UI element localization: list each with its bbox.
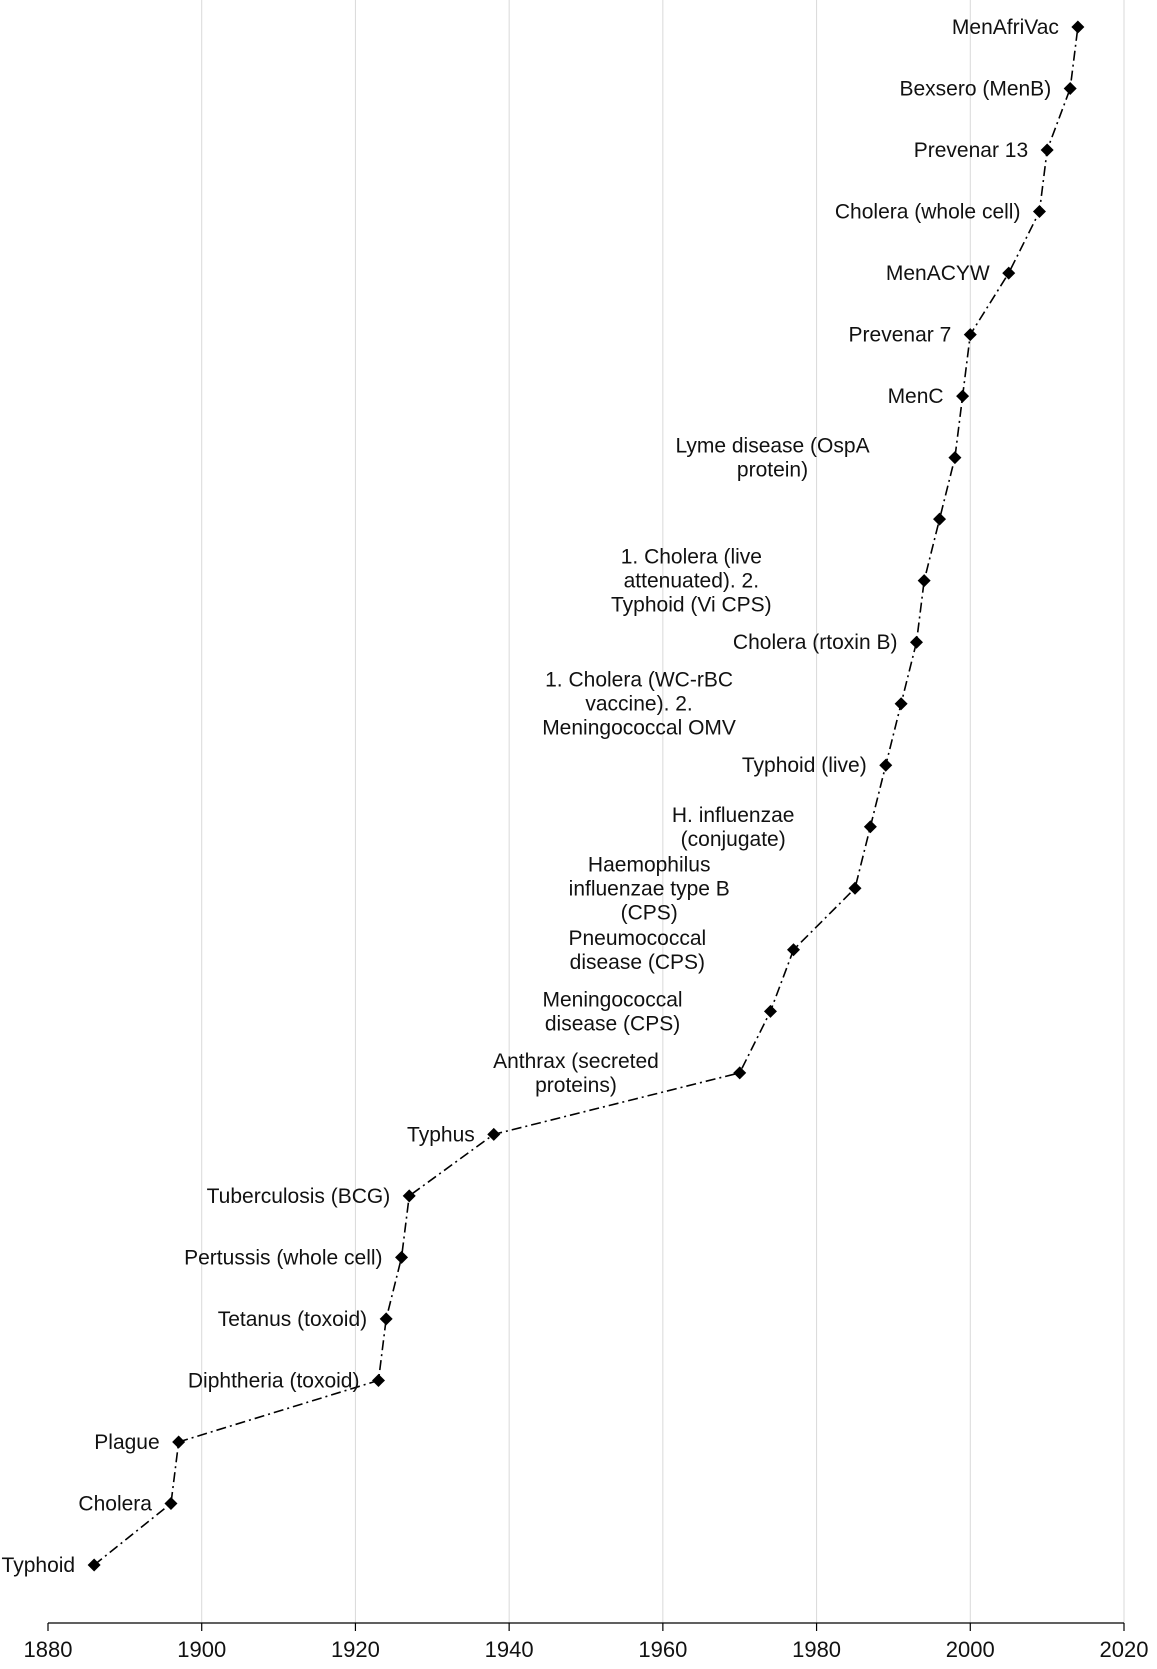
data-point-label: Haemophilus influenzae type B (CPS) [568,853,730,925]
data-point-label: Pertussis (whole cell) [184,1246,383,1270]
x-tick-label: 1940 [484,1637,534,1662]
data-point-marker [733,1066,746,1079]
data-point-label: Typhus [407,1123,475,1147]
data-point-label: Anthrax (secreted proteins) [493,1049,659,1097]
data-point-label: MenC [887,385,944,409]
data-point-label: Bexsero (MenB) [899,77,1052,101]
data-point-label: Diphtheria (toxoid) [187,1369,360,1393]
data-point-label: Cholera [78,1492,152,1516]
x-tick-label: 1960 [638,1637,688,1662]
data-point-marker [895,697,908,710]
data-point-marker [380,1312,393,1325]
data-point-marker [1041,144,1054,157]
data-point-label: 1. Cholera (WC-rBC vaccine). 2. Meningococcal OMV [542,668,736,740]
data-point-label: MenACYW [885,262,990,286]
data-point-marker [964,328,977,341]
data-point-marker [1064,82,1077,95]
data-point-label: Tetanus (toxoid) [217,1307,368,1331]
data-point-marker [910,636,923,649]
data-point-marker [864,820,877,833]
data-point-label: Meningococcal disease (CPS) [542,988,683,1036]
data-point-label: 1. Cholera (live attenuated). 2. Typhoid (Vi CPS) [611,545,772,617]
data-point-marker [164,1497,177,1510]
data-point-marker [956,390,969,403]
data-point-marker [948,451,961,464]
data-point-marker [372,1374,385,1387]
data-point-label: Cholera (whole cell) [834,200,1021,224]
x-tick-label: 1880 [23,1637,73,1662]
data-point-marker [403,1189,416,1202]
data-point-marker [1033,205,1046,218]
point-label-layer [2,16,1059,1577]
x-tick-label: 1980 [792,1637,842,1662]
data-point-label: Pneumococcal disease (CPS) [568,926,707,974]
data-point-marker [764,1005,777,1018]
data-point-label: H. influenzae (conjugate) [671,803,795,851]
data-point-label: Prevenar 7 [848,323,952,347]
series-line-layer [94,27,1078,1565]
x-tick-label: 1900 [177,1637,227,1662]
data-point-marker [395,1251,408,1264]
data-point-marker [849,882,862,895]
data-point-marker [172,1435,185,1448]
series-line [94,27,1078,1565]
x-tick-label: 2020 [1099,1637,1149,1662]
data-point-marker [933,513,946,526]
data-point-marker [1002,267,1015,280]
data-point-label: Typhoid (live) [741,754,867,778]
data-point-label: Tuberculosis (BCG) [206,1184,391,1208]
marker-layer [88,21,1085,1572]
data-point-marker [487,1128,500,1141]
data-point-label: MenAfriVac [951,16,1059,39]
data-point-label: Plague [94,1430,160,1454]
x-tick-label: 1920 [330,1637,380,1662]
data-point-marker [879,759,892,772]
x-axis [24,1623,1149,1662]
data-point-label: Prevenar 13 [913,139,1029,163]
data-point-marker [918,574,931,587]
x-tick-label: 2000 [945,1637,995,1662]
data-point-label: Typhoid [1,1554,76,1577]
data-point-label: Lyme disease (OspA protein) [675,434,870,482]
data-point-marker [1071,21,1084,34]
data-point-label: Cholera (rtoxin B) [732,631,898,655]
